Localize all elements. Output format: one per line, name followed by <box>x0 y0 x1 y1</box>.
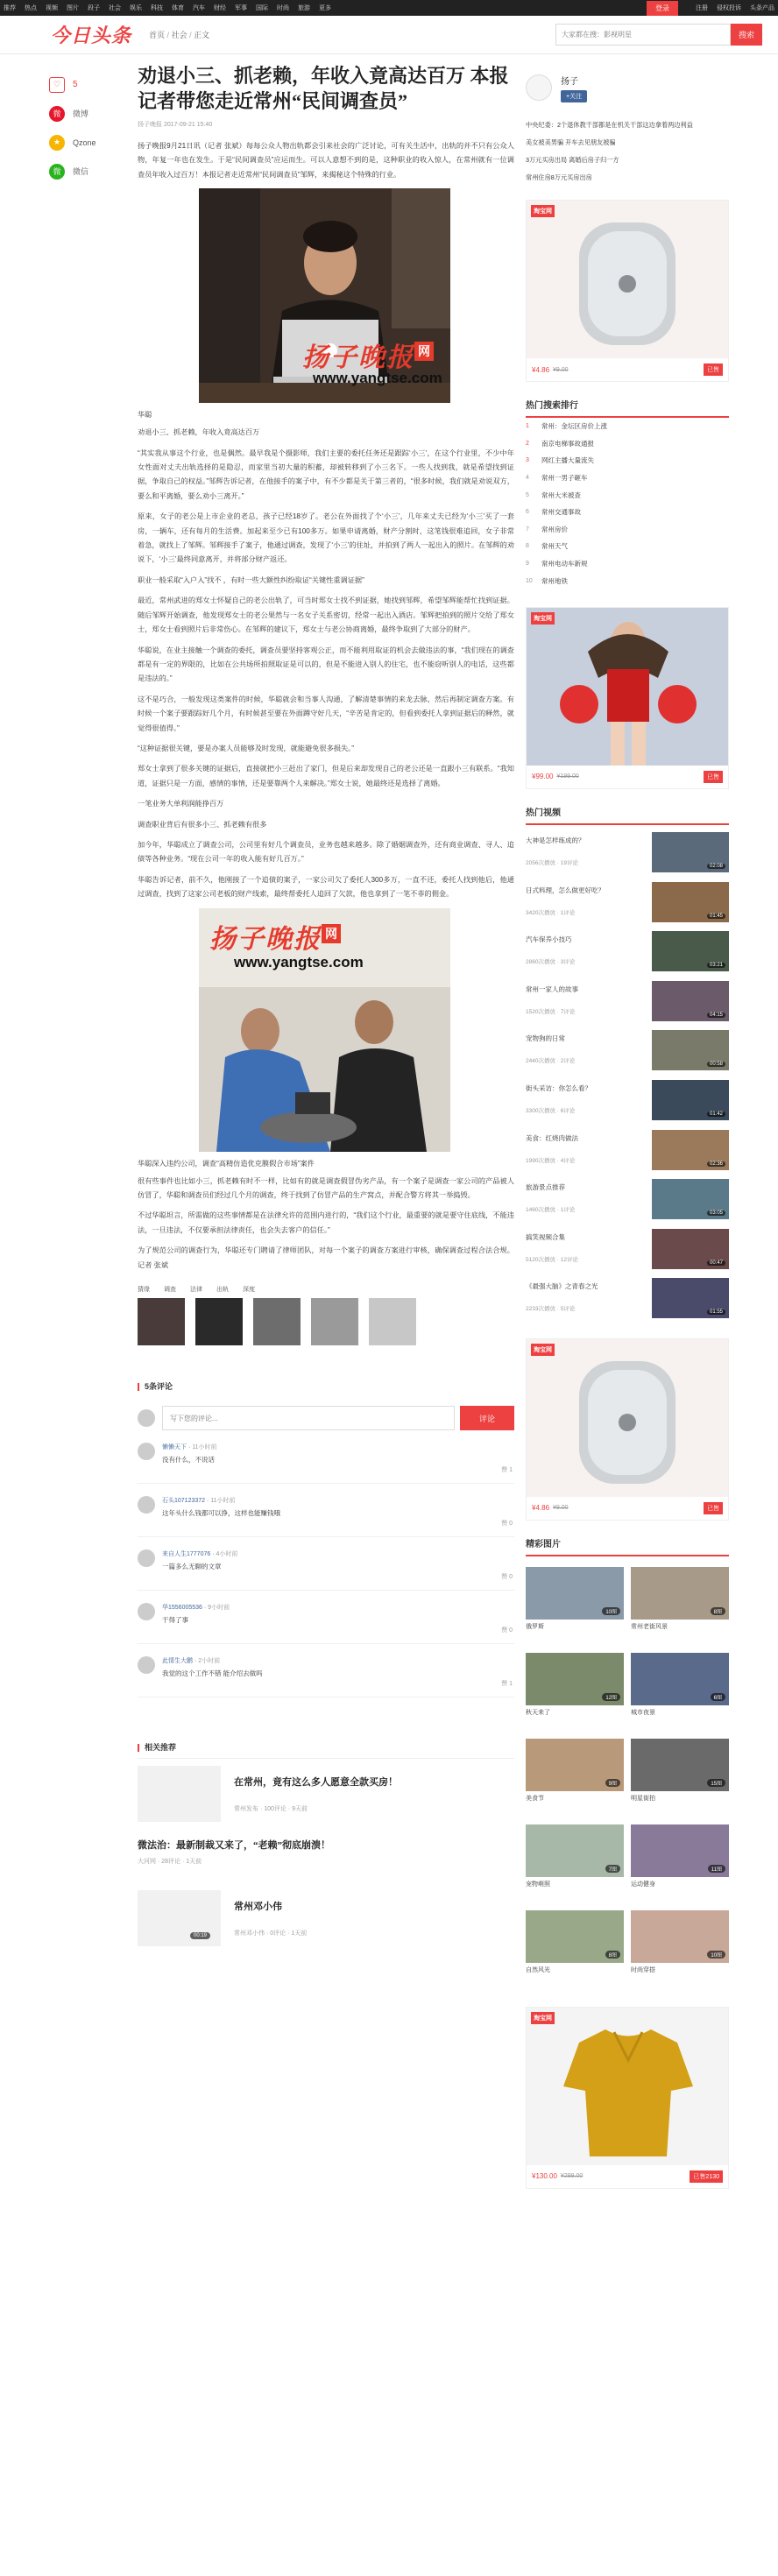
author-article-link[interactable]: 美女被美男骗 开车去见朋友被骗 <box>526 138 616 146</box>
tag-thumbs <box>138 1298 514 1345</box>
ad-sold: 已售 <box>704 771 723 783</box>
video-meta: 2056次播放 · 19评论 <box>526 859 578 866</box>
video-title[interactable]: 日式料理，怎么做更好吃？ <box>526 886 605 894</box>
comment-user[interactable]: 懒懒天下 <box>162 1444 187 1451</box>
nav-link[interactable]: 社会 <box>109 5 121 11</box>
video-meta: 1990次播放 · 4评论 <box>526 1157 576 1164</box>
ad-price-row <box>527 766 728 788</box>
comment-item: 懒懒天下 · 11小时前 没有什么，不说话 赞 1 <box>138 1430 514 1484</box>
hot-label: 常州天气 <box>541 542 568 551</box>
hot-search-title: 热门搜索排行 <box>526 398 729 418</box>
video-title[interactable]: 常州一家人的故事 <box>526 985 578 993</box>
related-thumb[interactable] <box>138 1890 221 1946</box>
video-thumb[interactable] <box>652 882 729 922</box>
hot-label: 网红主播大量流失 <box>541 456 594 465</box>
ad-tag: 淘宝网 <box>531 2012 555 2024</box>
video-thumb[interactable] <box>652 832 729 872</box>
video-duration: 01:42 <box>707 1112 725 1117</box>
video-title[interactable]: 旅游景点推荐 <box>526 1183 565 1192</box>
related-title: 相关推荐 <box>145 1743 177 1753</box>
hot-label: 常州电动车新规 <box>541 560 588 568</box>
tag[interactable]: 猜缘 <box>138 1287 150 1294</box>
comment-time: 11小时前 <box>192 1444 217 1451</box>
avatar[interactable] <box>138 1603 155 1620</box>
hot-search-item[interactable]: 9 常州电动车新规 <box>526 560 588 568</box>
watermark-text: 扬子晚报 <box>209 923 322 955</box>
video-duration: 01:55 <box>707 1309 725 1315</box>
product-illustration <box>527 201 728 360</box>
video-meta: 2440次播放 · 2评论 <box>526 1058 576 1065</box>
hot-label: 南京电梯事故通报 <box>541 439 594 448</box>
ad-tag: 淘宝网 <box>531 1344 555 1356</box>
product-illustration <box>527 2008 728 2167</box>
comment-time: 2小时前 <box>198 1658 221 1665</box>
like-count: 1 <box>509 1467 513 1474</box>
comment-submit-button[interactable]: 评论 <box>460 1406 514 1430</box>
search-input[interactable] <box>555 24 731 46</box>
pic-item[interactable] <box>631 1824 729 1903</box>
related-meta: 常州发布 · 100评论 · 9天前 <box>234 1806 308 1813</box>
video-meta: 5120次播放 · 12评论 <box>526 1256 578 1263</box>
hot-search-item[interactable]: 10 常州地铁 <box>526 576 568 585</box>
comment-like[interactable]: 赞 1 <box>501 1681 513 1688</box>
article-title: 劝退小三、抓老赖，年收入竟高达百万 本报记者带您走近常州“民间调查员” <box>138 65 509 112</box>
video-thumb[interactable] <box>652 1130 729 1170</box>
pics-title: 精彩图片 <box>526 1536 729 1556</box>
video-duration: 01:45 <box>707 914 725 919</box>
related-title-text[interactable]: 在常州，竟有这么多人愿意全款买房！ <box>234 1777 398 1789</box>
share-bar <box>49 70 128 186</box>
hot-search-item[interactable]: 6 常州交通事故 <box>526 508 581 517</box>
related-item[interactable] <box>138 1890 514 1951</box>
tag[interactable]: 法律 <box>190 1287 202 1294</box>
register-link[interactable]: 注册 <box>696 5 708 11</box>
comment-user[interactable]: 此情生大鹏 <box>162 1658 193 1665</box>
tag[interactable]: 深度 <box>243 1287 255 1294</box>
tag[interactable]: 出轨 <box>216 1287 229 1294</box>
ad-sold: 已售 <box>704 1502 723 1514</box>
follow-button[interactable]: +关注 <box>561 90 587 102</box>
like-count: 0 <box>509 1574 513 1581</box>
video-item[interactable] <box>526 1276 729 1321</box>
pic-title[interactable]: 运动健身 <box>631 1881 655 1888</box>
related-header <box>138 1741 514 1759</box>
watermark-net: 网 <box>322 924 341 943</box>
video-title[interactable]: 搞笑视频合集 <box>526 1232 565 1241</box>
video-duration: 03:21 <box>707 963 725 968</box>
crumb-current: 正文 <box>194 31 210 39</box>
video-item[interactable] <box>526 1227 729 1272</box>
products-link[interactable]: 头条产品 <box>750 5 774 11</box>
pic-item[interactable] <box>631 1739 729 1817</box>
photo-caption: 华聪深入违约公司，调查“高精仿造优克膜假合市场”案件 <box>138 1159 315 1168</box>
paragraph: 职业一般采取“入户入”找不 ，有时一些大额性纠纷取证“关键性重调证据” <box>138 575 364 584</box>
hot-search-item[interactable]: 5 常州大米被查 <box>526 490 581 499</box>
hot-search-item[interactable]: 7 常州房价 <box>526 525 568 533</box>
comment-like[interactable]: 赞 1 <box>501 1467 513 1474</box>
video-thumb[interactable] <box>652 1080 729 1120</box>
header <box>0 16 778 54</box>
watermark-url: www.yangtse.com <box>313 370 442 387</box>
comment-box <box>138 1406 514 1430</box>
hot-video-title: 热门视频 <box>526 805 729 825</box>
ad-price: ¥4.86 <box>532 365 550 374</box>
nav-more[interactable]: 更多 <box>319 5 331 11</box>
author-article-link[interactable]: 3万元买房出局 离婚后房子归一方 <box>526 156 619 164</box>
comments-header <box>138 1380 514 1392</box>
video-item[interactable] <box>526 880 729 925</box>
video-title[interactable]: 大神是怎样练成的？ <box>526 836 585 844</box>
pic-count: 7图 <box>605 1865 620 1873</box>
search-button[interactable]: 搜索 <box>731 24 762 46</box>
related-meta: 大河网 · 28评论 · 1天前 <box>138 1859 202 1866</box>
related-item[interactable] <box>138 1766 514 1827</box>
video-title[interactable]: 美食：红烧肉做法 <box>526 1133 578 1142</box>
ad-price-row <box>527 2165 728 2188</box>
breadcrumb: 首页 / 社会 / 正文 <box>149 31 210 39</box>
pics-grid <box>526 1567 729 1989</box>
video-meta: 2233次播放 · 5评论 <box>526 1306 576 1313</box>
watermark-url: www.yangtse.com <box>234 953 364 970</box>
author-card <box>526 63 729 112</box>
paragraph: 郑女士拿到了很多关键的证据后，直接就把小三赶出了家门，但是后来却发现自己的老公还是一直跟小三有联系。“我知道，证据只是一方面，感情的事情，还是要靠两个人来解决。”郑女士说，她最终还是选择了离婚。 <box>138 765 514 787</box>
comment-time: 11小时前 <box>210 1498 236 1505</box>
share-label: 微信 <box>73 167 89 176</box>
author-avatar[interactable] <box>526 74 552 101</box>
pic-count: 15图 <box>707 1779 725 1787</box>
photo-caption: 华聪 <box>138 411 152 420</box>
search-bar <box>555 24 762 46</box>
watermark-text: 扬子晚报 <box>302 342 414 374</box>
paragraph: 不过华聪坦言，所需做的这些事情都是在法律允许的范围内进行的，“我们这个行业，最重要的就是要守住底线，不能违法，一旦违法，不仅要承担法律责任，也会失去客户的信任。” <box>138 1211 514 1234</box>
nav-link[interactable]: 体育 <box>172 5 184 11</box>
hot-label: 常州地铁 <box>541 576 568 585</box>
comment-item: 来自人生1777076 · 4小时前 一篇多么无聊的文章 赞 0 <box>138 1537 514 1591</box>
login-button[interactable]: 登录 <box>647 1 678 16</box>
ad-image[interactable] <box>527 1339 728 1499</box>
ad-price: ¥99.00 <box>532 773 554 781</box>
like-count: 0 <box>509 1627 513 1634</box>
nav-link[interactable]: 视频 <box>46 5 58 11</box>
hot-search-item[interactable]: 2 南京电梯事故通报 <box>526 439 594 448</box>
tag-thumb[interactable] <box>195 1298 243 1345</box>
hot-label: 常州：金坛区房价上涨 <box>541 422 607 431</box>
video-duration: 02:36 <box>707 1161 725 1167</box>
hot-label: 常州一男子砸车 <box>541 474 588 483</box>
subheading: 调查职业背后有很多小三、抓老赖有很多 <box>138 820 267 829</box>
video-thumb[interactable] <box>652 981 729 1021</box>
avatar[interactable] <box>138 1443 155 1460</box>
video-duration: 02:08 <box>707 864 725 869</box>
video-item[interactable] <box>526 1078 729 1123</box>
paragraph: 很有些事件也比如小三，抓老赖有时不一样，比如有的就是调查假冒伪劣产品，有一个案子是调查一家公司的产品被人仿冒了，华聪和调查员们经过几个月的调查，终于找到了仿冒产品的生产窝点，并配合警方将其一举捣毁。 <box>138 1176 514 1199</box>
share-weibo[interactable] <box>49 99 128 128</box>
video-thumb[interactable] <box>652 1030 729 1070</box>
share-label: 微博 <box>73 109 89 118</box>
pic-title[interactable]: 常州老街风景 <box>631 1623 668 1630</box>
ad-image[interactable] <box>527 2008 728 2167</box>
ad-price-row <box>527 358 728 381</box>
avatar[interactable] <box>138 1496 155 1514</box>
ad-banner[interactable] <box>526 200 729 382</box>
related-title-text[interactable]: 常州邓小伟 <box>234 1902 282 1913</box>
article-meta: 扬子晚报 2017-09-21 15:40 <box>138 122 213 128</box>
pic-item[interactable] <box>526 1567 624 1646</box>
share-label: Qzone <box>73 138 96 147</box>
video-title[interactable]: 街头采访：你怎么看？ <box>526 1083 591 1092</box>
pic-title[interactable]: 城市夜景 <box>631 1709 655 1716</box>
ad-sold: 已售 <box>704 363 723 376</box>
paragraph: 原来，女子的老公是上市企业的老总，孩子已经18岁了。老公在外面找了个‘小三’，几年来丈夫已经为‘小三’买了一套房，一辆车，还有每月的生活费。加起来至少已有100多万。如果申请离婚，财产分割时，这笔钱很难追回，女子非常着急，就找上了邹辉。邹辉接手了案子，他通过调查，发现了‘小三’的住址，并拍到了两人一起出入的照片。在邹辉的劝说下，‘小三’最终同意离开，并将部分财产返还。 <box>138 512 514 564</box>
author-article-link[interactable]: 中央纪委：2个退休教干部都是在机关干部这边拿着两边利益 <box>526 121 693 129</box>
video-title[interactable]: 汽车保养小技巧 <box>526 935 572 944</box>
comment-item: 此情生大鹏 · 2小时前 我觉的这个工作不错 能介绍去做吗 赞 1 <box>138 1644 514 1697</box>
article <box>138 63 514 1951</box>
comment-user[interactable]: 来自人生1777076 <box>162 1551 211 1558</box>
paragraph: 华聪告诉记者，前不久，他刚接了一个追债的案子，一家公司欠了委托人300多万，一直不还，委托人找到他后，他通过调查，找到了这家公司老板的财产线索，最终帮委托人追回了欠款，他也拿到了一笔不菲的佣金。 <box>138 875 514 899</box>
product-illustration <box>527 1339 728 1499</box>
comment-count: 5 <box>145 1382 150 1392</box>
video-meta: 2860次播放 · 3评论 <box>526 959 576 966</box>
pic-count: 8图 <box>711 1607 725 1615</box>
comment-like[interactable]: 赞 0 <box>501 1627 513 1634</box>
video-thumb[interactable] <box>652 1179 729 1219</box>
nav-link[interactable]: 图片 <box>67 5 79 11</box>
ad-price: ¥130.00 <box>532 2172 557 2181</box>
nav-link[interactable]: 段子 <box>88 5 100 11</box>
tag-thumb[interactable] <box>138 1298 185 1345</box>
weibo-icon: 微 <box>49 106 65 122</box>
comment-time: 4小时前 <box>216 1551 238 1558</box>
pic-count: 11图 <box>708 1865 725 1873</box>
like-count: 5 <box>73 80 78 89</box>
avatar[interactable] <box>138 1656 155 1674</box>
nav-link[interactable]: 军事 <box>235 5 247 11</box>
ad-old-price: ¥199.00 <box>556 773 579 780</box>
paragraph: 华聪说，在业主接触一个调查的委托，调查员要坚持客观公正，而不能利用取证的机会去做违法的事，“我们现在的调查都是有一定的界限的，比如在公共场所拍照取证是可以的，但是不能进入别人的住宅，也不能窃听别人的电话，这些都是违法的。” <box>138 646 514 683</box>
pic-count: 10图 <box>602 1607 620 1615</box>
comment-like[interactable]: 赞 0 <box>501 1574 513 1581</box>
pic-count: 12图 <box>602 1693 620 1701</box>
comment-user[interactable]: 石头107123372 <box>162 1498 206 1505</box>
nav-link[interactable]: 财经 <box>214 5 226 11</box>
nav-link[interactable]: 热点 <box>25 5 37 11</box>
nav-link[interactable]: 国际 <box>256 5 268 11</box>
comment-input[interactable] <box>162 1406 455 1430</box>
video-item[interactable] <box>526 929 729 974</box>
ad-tag: 淘宝网 <box>531 205 555 217</box>
video-item[interactable] <box>526 979 729 1024</box>
paragraph: 最近，常州武进的郑女士怀疑自己的老公出轨了，可当时郑女士找不到证据，她找到邹辉，希望邹辉能帮忙找到证据。随后邹辉开始调查，他发现郑女士的老公果然与一名女子关系密切，经常一起出入酒店。邹辉把拍到的照片交给了郑女士，郑女士看到照片后非常伤心。在邹辉的建议下，郑女士与老公协商离婚，最终争取到了大部分的财产。 <box>138 596 514 634</box>
tag-list <box>138 1285 514 1294</box>
nav-link[interactable]: 娱乐 <box>130 5 142 11</box>
nav-link[interactable]: 科技 <box>151 5 163 11</box>
paragraph: “这种证据很关键，要是办案人员能够及时发现，就能避免很多损失。” <box>138 744 354 752</box>
nav-link[interactable]: 时尚 <box>277 5 289 11</box>
pic-item[interactable] <box>631 1653 729 1732</box>
logo[interactable]: 今日头条 <box>51 25 132 46</box>
nav-link[interactable]: 汽车 <box>193 5 205 11</box>
comment-item: 华1556005536 · 9小时前 干得了事 赞 0 <box>138 1591 514 1644</box>
comment-time: 9小时前 <box>208 1605 230 1612</box>
hot-label: 常州大米被查 <box>541 490 581 499</box>
pic-count: 9图 <box>605 1779 620 1787</box>
like-count: 1 <box>509 1681 513 1688</box>
pic-title[interactable]: 宠物萌照 <box>526 1881 550 1888</box>
pic-item[interactable] <box>526 1910 624 1989</box>
qzone-icon: ★ <box>49 135 65 151</box>
article-photo <box>199 188 450 403</box>
ad-price: ¥4.86 <box>532 1504 550 1513</box>
top-nav <box>0 0 778 16</box>
ad-banner[interactable] <box>526 2007 729 2189</box>
product-illustration <box>527 608 728 767</box>
pic-count: 8图 <box>605 1951 620 1958</box>
tag-thumb[interactable] <box>311 1298 358 1345</box>
hot-search-item[interactable]: 8 常州天气 <box>526 542 568 551</box>
video-duration: 03:05 <box>707 1210 725 1216</box>
video-thumb[interactable] <box>652 931 729 971</box>
comment-like[interactable]: 赞 0 <box>501 1521 513 1528</box>
watermark-net: 网 <box>414 342 434 361</box>
video-duration: 00:58 <box>707 1062 725 1067</box>
video-thumb[interactable] <box>652 1229 729 1269</box>
avatar[interactable] <box>138 1549 155 1567</box>
pic-count: 6图 <box>711 1693 725 1701</box>
related-thumb[interactable] <box>138 1766 221 1822</box>
share-qzone[interactable] <box>49 128 128 157</box>
hot-search-item[interactable]: 4 常州一男子砸车 <box>526 474 588 483</box>
video-title[interactable]: 《最强大脑》之青春之光 <box>526 1282 598 1291</box>
video-item[interactable] <box>526 830 729 875</box>
like-count: 0 <box>509 1521 513 1528</box>
video-item[interactable] <box>526 1028 729 1073</box>
hot-label: 常州房价 <box>541 525 568 533</box>
ad-image[interactable] <box>527 201 728 360</box>
article-photo <box>199 908 450 1152</box>
crumb-home[interactable]: 首页 <box>149 31 166 39</box>
tag-thumb[interactable] <box>369 1298 416 1345</box>
pic-title[interactable]: 自然风光 <box>526 1966 550 1973</box>
pic-title[interactable]: 秋天来了 <box>526 1709 550 1716</box>
video-duration: 00:19 <box>190 1932 210 1939</box>
comment-user[interactable]: 华1556005536 <box>162 1605 202 1612</box>
heart-icon: ♡ <box>49 77 65 93</box>
paragraph: 扬子晚报9月21日讯（记者 张斌）每每公众人物出轨都会引来社会的广泛讨论，可有关生活中，出轨的并不只有公众人物，年复一年也在发生。于是“民间调查员”应运而生。可以人意想不到的是，这种职业的收入惊人，在常州就有一位调查员年收入过百万！本报记者走近常州“民间调查员”邹辉，来揭秘这个特殊的行业。 <box>138 142 514 179</box>
related-meta: 常州邓小伟 · 0评论 · 1天前 <box>234 1930 308 1937</box>
pic-item[interactable] <box>631 1910 729 1989</box>
tag[interactable]: 调查 <box>164 1287 176 1294</box>
pic-title[interactable]: 美食节 <box>526 1795 544 1802</box>
hot-search-item[interactable]: 1 常州：金坛区房价上涨 <box>526 422 607 431</box>
video-duration: 04:15 <box>707 1013 725 1018</box>
pic-item[interactable] <box>526 1653 624 1732</box>
wechat-icon: 微 <box>49 164 65 180</box>
comments-title: 条评论 <box>149 1382 173 1392</box>
comment-text: 没有什么，不说话 <box>162 1456 215 1464</box>
video-title[interactable]: 宠物狗的日常 <box>526 1034 565 1043</box>
subheading: 一笔业务大单利润能挣百万 <box>138 800 224 808</box>
pic-title[interactable]: 俄罗斯 <box>526 1623 544 1630</box>
author-name[interactable]: 扬子 <box>561 76 578 87</box>
sidebar <box>526 63 729 2189</box>
ad-tag: 淘宝网 <box>531 612 555 625</box>
ad-sold: 已售2130 <box>690 2170 723 2183</box>
crumb-section[interactable]: 社会 <box>171 31 187 39</box>
share-wechat[interactable] <box>49 157 128 186</box>
paragraph: 加今年，华聪成立了调查公司，公司里有好几个调查员，业务也越来越多。除了婚姻调查外，还有商业调查、寻人、追债等各种业务。“现在公司一年的收入能有好几百万。” <box>138 840 514 864</box>
pic-item[interactable] <box>526 1739 624 1817</box>
nav-link[interactable]: 推荐 <box>4 5 16 11</box>
nav-link[interactable]: 旅游 <box>298 5 310 11</box>
hot-label: 常州交通事故 <box>541 508 581 517</box>
paragraph: 这不是巧合，一般发现这类案件的时候，华聪就会和当事人沟通，了解清楚事情的来龙去脉，然后再制定调查方案。有时候一个案子要跟踪好几个月，有时候甚至要在外面蹲守好几天，“辛苦是肯定的，但看到委托人拿到证据后的释然，就觉得很值得。” <box>138 695 514 732</box>
ad-banner[interactable] <box>526 1338 729 1521</box>
video-meta: 1520次播放 · 7评论 <box>526 1008 576 1015</box>
paragraph: 为了规范公司的调查行为，华聪还专门聘请了律师团队，对每一个案子的调查方案进行审核，确保调查过程合法合规。记者 张斌 <box>138 1246 514 1269</box>
pic-item[interactable] <box>526 1824 624 1903</box>
pic-count: 10图 <box>707 1951 725 1958</box>
paragraph: 劝退小三、抓老赖，年收入竟高达百万 <box>138 428 260 437</box>
video-meta: 1460次播放 · 1评论 <box>526 1207 576 1214</box>
comment-text: 干得了事 <box>162 1616 188 1625</box>
avatar <box>138 1409 155 1427</box>
comment-text: 我觉的这个工作不错 能介绍去做吗 <box>162 1669 263 1678</box>
pic-title[interactable]: 明星街拍 <box>631 1795 655 1802</box>
pic-item[interactable] <box>631 1567 729 1646</box>
related-title-text[interactable]: 微法治：最新制裁又来了，“老赖”彻底崩溃！ <box>138 1840 330 1852</box>
video-thumb[interactable] <box>652 1278 729 1318</box>
related-item[interactable] <box>138 1834 514 1883</box>
video-meta: 3420次播放 · 1评论 <box>526 909 576 916</box>
like-button[interactable] <box>49 70 128 99</box>
ad-old-price: ¥9.00 <box>553 366 569 373</box>
ad-banner[interactable] <box>526 607 729 789</box>
hot-search-item[interactable]: 3 网红主播大量流失 <box>526 456 594 465</box>
comment-text: 这年头什么钱都可以挣，这样也能赚钱哦 <box>162 1509 280 1518</box>
comment-text: 一篇多么无聊的文章 <box>162 1563 222 1571</box>
author-article-link[interactable]: 常州住房8万元买房出房 <box>526 173 592 181</box>
video-item[interactable] <box>526 1177 729 1222</box>
video-item[interactable] <box>526 1128 729 1173</box>
ad-old-price: ¥9.00 <box>553 1505 569 1512</box>
paragraph: “其实我从事这个行业，也是偶然。最早我是个摄影师，我们主要的委托任务还是跟踪‘小三’，在这个行业里，不少中年女性面对丈夫出轨选择的是隐忍，而家里当初大量的积蓄，却被转移到了小三名下。一些人找到我，就是希望找到证据，争取自己的权益。”邹辉告诉记者，在他接手的案子中，有不少都是关于第三者的，“很多时候，我们就是劝说双方，要么和平离婚，要么劝小三离开。” <box>138 448 514 500</box>
complaint-link[interactable]: 侵权投诉 <box>717 5 741 11</box>
tag-thumb[interactable] <box>253 1298 301 1345</box>
video-duration: 00:47 <box>707 1260 725 1266</box>
ad-old-price: ¥299.00 <box>560 2173 584 2180</box>
ad-image[interactable] <box>527 608 728 767</box>
top-nav-right <box>647 1 774 16</box>
comment-item: 石头107123372 · 11小时前 这年头什么钱都可以挣，这样也能赚钱哦 赞 0 <box>138 1484 514 1537</box>
video-meta: 3300次播放 · 6评论 <box>526 1107 576 1114</box>
ad-price-row <box>527 1497 728 1520</box>
pic-title[interactable]: 时尚穿搭 <box>631 1966 655 1973</box>
